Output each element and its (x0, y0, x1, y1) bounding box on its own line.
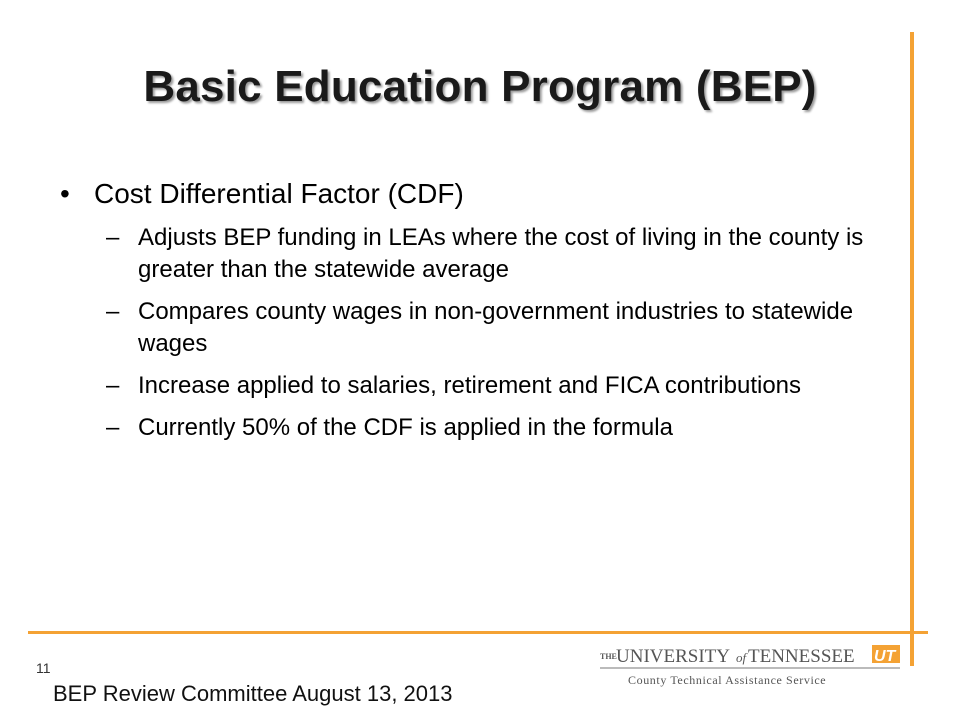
logo-prefix: THE (600, 652, 617, 661)
slide-title: Basic Education Program (BEP) (143, 62, 817, 111)
dash-marker: – (106, 298, 120, 325)
bullet-marker: • (60, 178, 70, 209)
sub-item (106, 222, 880, 286)
slide-content (60, 176, 880, 454)
logo-service: County Technical Assistance Service (628, 673, 827, 687)
logo-mark: UT (874, 648, 896, 665)
sub-item (106, 412, 880, 444)
sub-item (106, 370, 880, 402)
logo-tennessee: TENNESSEE (748, 646, 855, 667)
university-logo (598, 640, 904, 690)
bullet-text: Cost Differential Factor (CDF) (94, 178, 464, 209)
vertical-accent-line (910, 32, 914, 666)
footer-text: BEP Review Committee August 13, 2013 (53, 681, 453, 706)
sub-item-text: Adjusts BEP funding in LEAs where the cost of living in the county is greater than the statewide average (138, 224, 864, 283)
dash-marker: – (106, 372, 120, 399)
horizontal-accent-line (28, 631, 928, 634)
logo-of: of (736, 650, 747, 665)
dash-marker: – (106, 414, 120, 441)
sub-item (106, 296, 880, 360)
bullet-item (60, 176, 880, 212)
sub-item-text: Increase applied to salaries, retirement and FICA contributions (138, 372, 802, 399)
logo-university: UNIVERSITY (616, 646, 730, 667)
sub-item-text: Currently 50% of the CDF is applied in the formula (138, 414, 673, 441)
page-number: 11 (36, 660, 51, 676)
sub-item-text: Compares county wages in non-government industries to statewide wages (138, 298, 854, 357)
dash-marker: – (106, 224, 120, 251)
